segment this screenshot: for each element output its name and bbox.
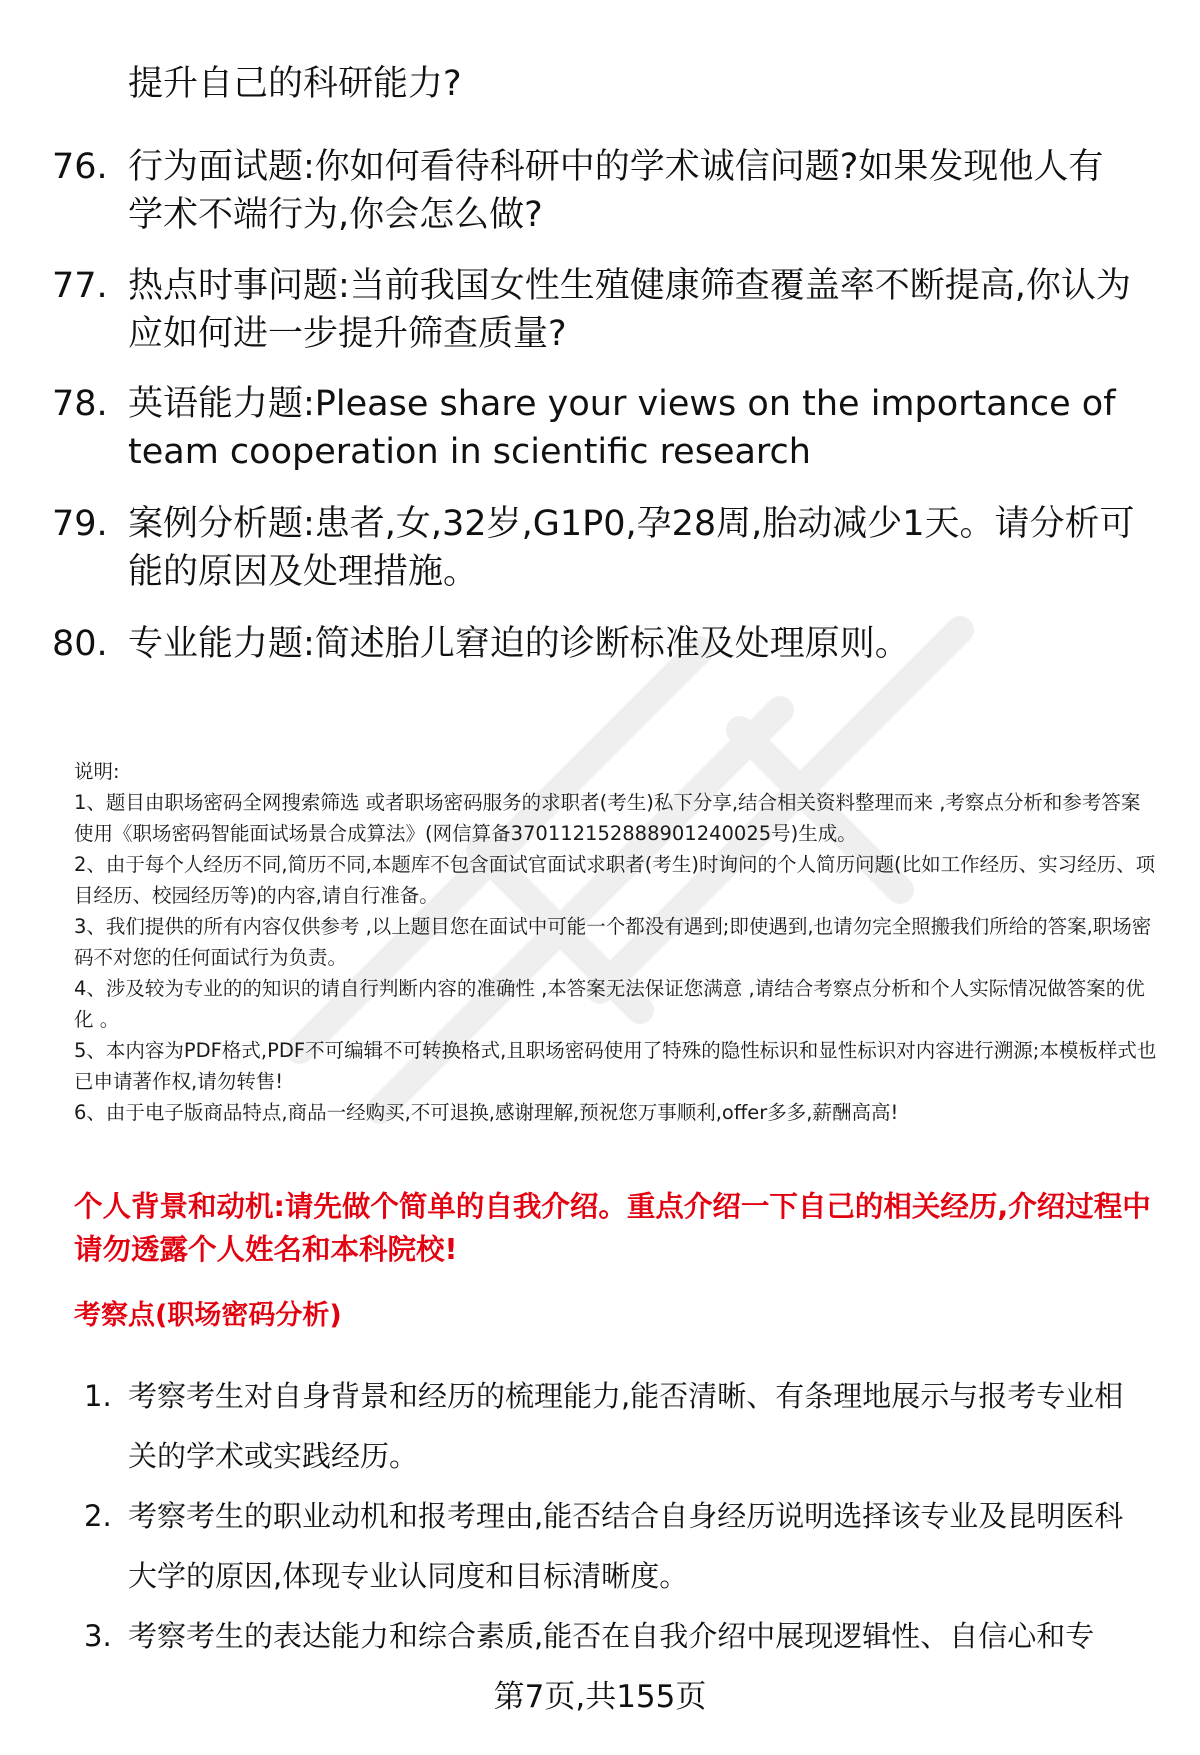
note-item: 1、题目由职场密码全网搜索筛选 或者职场密码服务的求职者(考生)私下分享,结合相关资料整理而来 ,考察点分析和参考答案使用《职场密码智能面试场景合成算法》(网信算备370112152888901240025号)生成。	[74, 791, 1141, 845]
question-number: 80.	[52, 624, 108, 664]
question-text: 英语能力题:Please share your views on the importance of team cooperation in scientific research	[128, 384, 1116, 472]
question-text: 专业能力题:简述胎儿窘迫的诊断标准及处理原则。	[128, 624, 910, 664]
question-number: 77.	[52, 266, 108, 306]
question-continuation: 提升自己的科研能力?	[128, 64, 462, 104]
section-heading: 个人背景和动机:请先做个简单的自我介绍。重点介绍一下自己的相关经历,介绍过程中请勿透露个人姓名和本科院校!	[74, 1190, 1151, 1266]
question-number: 78.	[52, 384, 108, 424]
question-item	[52, 262, 1152, 358]
analysis-point-text: 考察考生对自身背景和经历的梳理能力,能否清晰、有条理地展示与报考专业相关的学术或实践经历。	[128, 1379, 1124, 1473]
analysis-point	[84, 1606, 1164, 1666]
question-item	[52, 620, 1152, 668]
question-text: 热点时事问题:当前我国女性生殖健康筛查覆盖率不断提高,你认为应如何进一步提升筛查质量?	[128, 266, 1131, 354]
analysis-point-number: 3.	[84, 1619, 112, 1653]
question-number: 76.	[52, 147, 108, 187]
page-footer: 第7页,共155页	[493, 1679, 707, 1715]
question-item	[52, 500, 1152, 596]
question-text: 案例分析题:患者,女,32岁,G1P0,孕28周,胎动减少1天。请分析可能的原因及处理措施。	[128, 504, 1135, 592]
note-item: 5、本内容为PDF格式,PDF不可编辑不可转换格式,且职场密码使用了特殊的隐性标识和显性标识对内容进行溯源;本模板样式也已申请著作权,请勿转售!	[74, 1039, 1157, 1093]
analysis-point-text: 考察考生的职业动机和报考理由,能否结合自身经历说明选择该专业及昆明医科大学的原因,体现专业认同度和目标清晰度。	[128, 1499, 1124, 1593]
note-item: 4、涉及较为专业的的知识的请自行判断内容的准确性 ,本答案无法保证您满意 ,请结合考察点分析和个人实际情况做答案的优化 。	[74, 977, 1145, 1031]
note-item: 6、由于电子版商品特点,商品一经购买,不可退换,感谢理解,预祝您万事顺利,offer多多,薪酬高高!	[74, 1101, 899, 1124]
question-number: 79.	[52, 504, 108, 544]
notes-block	[74, 756, 1159, 1128]
note-item: 2、由于每个人经历不同,简历不同,本题库不包含面试官面试求职者(考生)时询问的个人简历问题(比如工作经历、实习经历、项目经历、校园经历等)的内容,请自行准备。	[74, 853, 1156, 907]
analysis-title: 考察点(职场密码分析)	[74, 1300, 342, 1331]
notes-title: 说明:	[74, 760, 120, 783]
analysis-point	[84, 1366, 1164, 1486]
note-item: 3、我们提供的所有内容仅供参考 ,以上题目您在面试中可能一个都没有遇到;即使遇到,也请勿完全照搬我们所给的答案,职场密码不对您的任何面试行为负责。	[74, 915, 1152, 969]
question-text: 行为面试题:你如何看待科研中的学术诚信问题?如果发现他人有学术不端行为,你会怎么做?	[128, 147, 1104, 235]
analysis-point-number: 2.	[84, 1499, 112, 1533]
analysis-point-number: 1.	[84, 1379, 112, 1413]
question-item	[52, 380, 1152, 476]
analysis-point	[84, 1486, 1164, 1606]
analysis-point-text: 考察考生的表达能力和综合素质,能否在自我介绍中展现逻辑性、自信心和专	[128, 1619, 1095, 1653]
question-item	[52, 143, 1152, 239]
